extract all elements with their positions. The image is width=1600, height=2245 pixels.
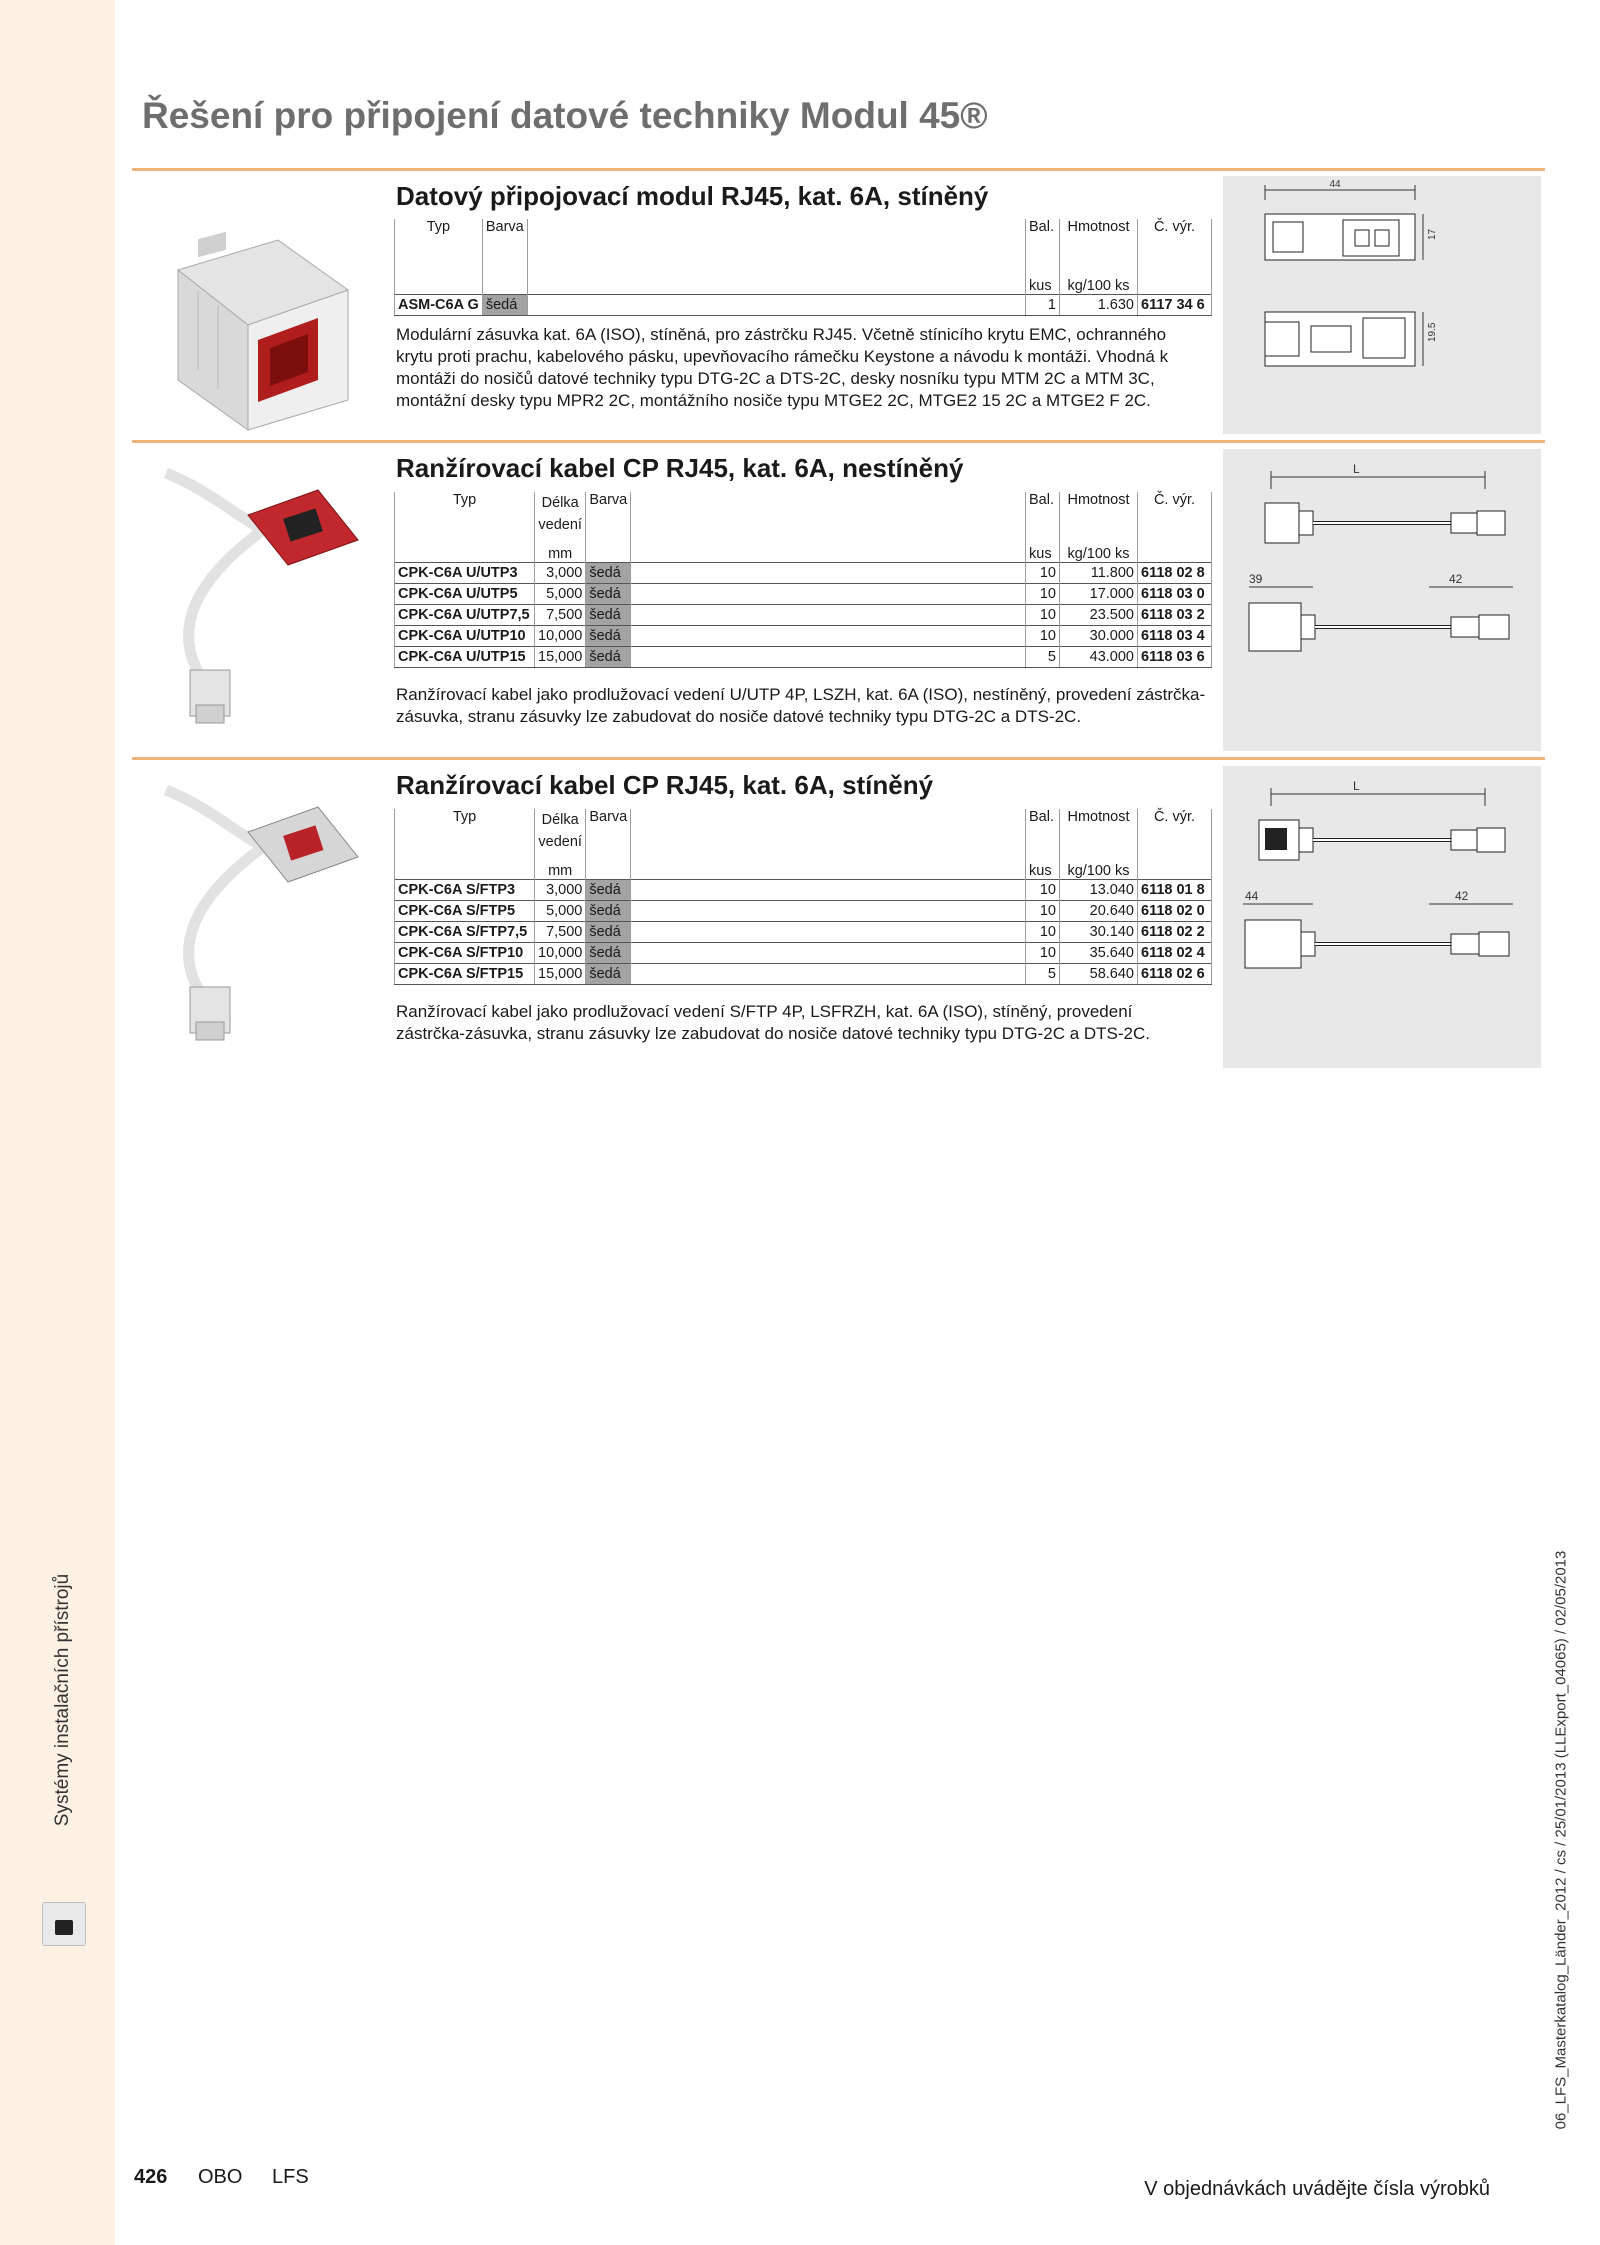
col-header-bal: Bal. bbox=[1026, 219, 1060, 243]
utp-patch-cable-photo bbox=[158, 455, 368, 735]
section-divider bbox=[132, 440, 1545, 443]
cell-barva: šedá bbox=[586, 604, 631, 625]
cell-bal: 10 bbox=[1026, 604, 1060, 625]
section-title-ftp-cable: Ranžírovací kabel CP RJ45, kat. 6A, stíněný bbox=[396, 770, 934, 800]
table-row bbox=[395, 942, 1212, 963]
section-divider bbox=[132, 168, 1545, 171]
cell-delka: 10,000 bbox=[535, 942, 586, 963]
cell-barva: šedá bbox=[586, 625, 631, 646]
col-header-bal: Bal. bbox=[1026, 492, 1060, 536]
table-row bbox=[395, 625, 1212, 646]
table-row bbox=[395, 604, 1212, 625]
cell-typ: CPK-C6A S/FTP10 bbox=[395, 942, 535, 963]
col-header-delka: Délka vedení bbox=[535, 492, 586, 536]
dimension-drawing-module bbox=[1223, 176, 1541, 434]
col-header-typ: Typ bbox=[395, 809, 535, 853]
section-title-utp-cable: Ranžírovací kabel CP RJ45, kat. 6A, nestíněný bbox=[396, 453, 964, 483]
cell-barva: šedá bbox=[586, 646, 631, 667]
cell-typ: CPK-C6A S/FTP5 bbox=[395, 900, 535, 921]
cell-delka: 15,000 bbox=[535, 963, 586, 984]
cell-hmotnost: 35.640 bbox=[1060, 942, 1138, 963]
unit-bal: kus bbox=[1026, 853, 1060, 879]
cell-hmotnost: 43.000 bbox=[1060, 646, 1138, 667]
unit-hmotnost: kg/100 ks bbox=[1060, 853, 1138, 879]
cell-barva: šedá bbox=[586, 879, 631, 900]
col-header-delka: Délka vedení bbox=[535, 809, 586, 853]
col-header-typ: Typ bbox=[395, 492, 535, 536]
cell-hmotnost: 23.500 bbox=[1060, 604, 1138, 625]
cell-delka: 5,000 bbox=[535, 900, 586, 921]
cell-hmotnost: 17.000 bbox=[1060, 583, 1138, 604]
dim-width: 44 bbox=[1329, 179, 1341, 190]
cell-delka: 3,000 bbox=[535, 879, 586, 900]
col-header-typ: Typ bbox=[395, 219, 483, 243]
cell-bal: 10 bbox=[1026, 625, 1060, 646]
col-header-hmotnost: Hmotnost bbox=[1060, 809, 1138, 853]
cell-hmotnost: 11.800 bbox=[1060, 562, 1138, 583]
product-table-ftp-cable bbox=[394, 809, 1212, 985]
footer-brand: OBO bbox=[198, 2166, 243, 2188]
dim-left: 39 bbox=[1249, 572, 1263, 586]
cell-hmotnost: 13.040 bbox=[1060, 879, 1138, 900]
page-title: Řešení pro připojení datové techniky Modul 45® bbox=[142, 95, 988, 136]
col-header-bal: Bal. bbox=[1026, 809, 1060, 853]
dimension-drawing-ftp-cable bbox=[1223, 766, 1541, 1068]
dim-height: 17 bbox=[1427, 228, 1438, 240]
col-header-cvyr: Č. výr. bbox=[1138, 492, 1212, 536]
table-row bbox=[395, 295, 1212, 316]
col-header-hmotnost: Hmotnost bbox=[1060, 219, 1138, 243]
side-category-label: Systémy instalačních přístrojů bbox=[52, 1573, 73, 1827]
cell-bal: 10 bbox=[1026, 942, 1060, 963]
dim-right: 42 bbox=[1449, 572, 1463, 586]
cell-typ: CPK-C6A U/UTP10 bbox=[395, 625, 535, 646]
col-header-cvyr: Č. výr. bbox=[1138, 809, 1212, 853]
page-number: 426 bbox=[134, 2166, 168, 2188]
section-description: Ranžírovací kabel jako prodlužovací vedení U/UTP 4P, LSZH, kat. 6A (ISO), nestíněný, provedení zástrčka-zásuvka, stranu zásuvky lze zabudovat do nosiče datové techniky typu DTG-2C a DTS-2C. bbox=[396, 685, 1206, 726]
cell-typ: CPK-C6A U/UTP3 bbox=[395, 562, 535, 583]
section-title-rj45-module: Datový připojovací modul RJ45, kat. 6A, stíněný bbox=[396, 181, 989, 211]
dim-left: 44 bbox=[1245, 889, 1259, 903]
cell-delka: 5,000 bbox=[535, 583, 586, 604]
cell-typ: CPK-C6A S/FTP15 bbox=[395, 963, 535, 984]
cell-cvyr: 6118 02 0 bbox=[1138, 900, 1212, 921]
cell-cvyr: 6118 03 0 bbox=[1138, 583, 1212, 604]
cell-cvyr: 6118 02 8 bbox=[1138, 562, 1212, 583]
table-row bbox=[395, 900, 1212, 921]
cell-bal: 5 bbox=[1026, 963, 1060, 984]
cell-hmotnost: 1.630 bbox=[1060, 295, 1138, 316]
cell-barva: šedá bbox=[586, 921, 631, 942]
unit-delka: mm bbox=[535, 536, 586, 562]
cell-typ: CPK-C6A U/UTP7,5 bbox=[395, 604, 535, 625]
cell-typ: CPK-C6A U/UTP15 bbox=[395, 646, 535, 667]
table-row bbox=[395, 963, 1212, 984]
rj45-module-photo bbox=[158, 190, 368, 470]
cell-hmotnost: 30.140 bbox=[1060, 921, 1138, 942]
cell-delka: 10,000 bbox=[535, 625, 586, 646]
cell-typ: CPK-C6A U/UTP5 bbox=[395, 583, 535, 604]
col-header-cvyr: Č. výr. bbox=[1138, 219, 1212, 243]
cell-bal: 10 bbox=[1026, 921, 1060, 942]
table-row bbox=[395, 562, 1212, 583]
table-row bbox=[395, 646, 1212, 667]
cell-bal: 10 bbox=[1026, 562, 1060, 583]
section-divider bbox=[132, 757, 1545, 760]
product-table-rj45-module bbox=[394, 219, 1212, 316]
col-header-hmotnost: Hmotnost bbox=[1060, 492, 1138, 536]
cell-cvyr: 6118 02 4 bbox=[1138, 942, 1212, 963]
cell-cvyr: 6118 03 4 bbox=[1138, 625, 1212, 646]
cell-delka: 7,500 bbox=[535, 921, 586, 942]
cell-cvyr: 6118 03 6 bbox=[1138, 646, 1212, 667]
cell-hmotnost: 20.640 bbox=[1060, 900, 1138, 921]
cell-barva: šedá bbox=[586, 900, 631, 921]
cell-delka: 7,500 bbox=[535, 604, 586, 625]
dim-length: L bbox=[1353, 462, 1360, 476]
col-header-barva: Barva bbox=[482, 219, 527, 243]
cell-delka: 3,000 bbox=[535, 562, 586, 583]
cell-cvyr: 6118 03 2 bbox=[1138, 604, 1212, 625]
unit-hmotnost: kg/100 ks bbox=[1060, 275, 1138, 295]
cell-typ: CPK-C6A S/FTP3 bbox=[395, 879, 535, 900]
cell-barva: šedá bbox=[586, 942, 631, 963]
section-description: Ranžírovací kabel jako prodlužovací vedení S/FTP 4P, LSFRZH, kat. 6A (ISO), stíněný, provedení zástrčka-zásuvka, stranu zásuvky lze zabudovat do nosiče datové techniky typu DTG-2C a DTS-2C. bbox=[396, 1002, 1150, 1043]
cell-bal: 10 bbox=[1026, 900, 1060, 921]
cell-barva: šedá bbox=[586, 562, 631, 583]
ftp-patch-cable-photo bbox=[158, 772, 368, 1052]
dimension-drawing-utp-cable bbox=[1223, 449, 1541, 751]
cell-bal: 10 bbox=[1026, 879, 1060, 900]
cell-cvyr: 6118 02 6 bbox=[1138, 963, 1212, 984]
cell-cvyr: 6117 34 6 bbox=[1138, 295, 1212, 316]
cell-delka: 15,000 bbox=[535, 646, 586, 667]
cell-hmotnost: 30.000 bbox=[1060, 625, 1138, 646]
cell-bal: 1 bbox=[1026, 295, 1060, 316]
unit-bal: kus bbox=[1026, 275, 1060, 295]
cell-bal: 5 bbox=[1026, 646, 1060, 667]
dim-length: L bbox=[1353, 779, 1360, 793]
col-header-barva: Barva bbox=[586, 492, 631, 536]
cell-typ: ASM-C6A G bbox=[395, 295, 483, 316]
dim-depth: 19.5 bbox=[1427, 322, 1438, 342]
dim-right: 42 bbox=[1455, 889, 1469, 903]
cell-bal: 10 bbox=[1026, 583, 1060, 604]
table-row bbox=[395, 879, 1212, 900]
section-description: Modulární zásuvka kat. 6A (ISO), stíněná, pro zástrčku RJ45. Včetně stínicího krytu EMC, ochranného krytu proti prachu, kabelového pásku, upevňovacího rámečku Keystone a návodu k montáži. Vhodná k montáži do nosičů datové techniky typu DTG-2C a DTS-2C, desky nosníku typu MTM 2C a MTM 3C, montážní desky typu MPR2 2C, montážního nosiče typu MTGE2 2C, MTGE2 15 2C a MTGE2 F 2C. bbox=[396, 325, 1169, 410]
cell-cvyr: 6118 02 2 bbox=[1138, 921, 1212, 942]
unit-hmotnost: kg/100 ks bbox=[1060, 536, 1138, 562]
cell-typ: CPK-C6A S/FTP7,5 bbox=[395, 921, 535, 942]
unit-delka: mm bbox=[535, 853, 586, 879]
footer-division: LFS bbox=[272, 2166, 309, 2188]
catalog-meta: 06_LFS_Masterkatalog_Länder_2012 / cs / 25/01/2013 (LLExport_04065) / 02/05/2013 bbox=[1552, 1550, 1570, 2130]
cell-cvyr: 6118 01 8 bbox=[1138, 879, 1212, 900]
col-header-barva: Barva bbox=[586, 809, 631, 853]
cell-barva: šedá bbox=[482, 295, 527, 316]
socket-module-icon bbox=[42, 1902, 86, 1946]
product-table-utp-cable bbox=[394, 492, 1212, 668]
table-row bbox=[395, 921, 1212, 942]
footer-note: V objednávkách uvádějte čísla výrobků bbox=[1144, 2178, 1490, 2200]
table-row bbox=[395, 583, 1212, 604]
cell-barva: šedá bbox=[586, 963, 631, 984]
cell-hmotnost: 58.640 bbox=[1060, 963, 1138, 984]
cell-barva: šedá bbox=[586, 583, 631, 604]
unit-bal: kus bbox=[1026, 536, 1060, 562]
